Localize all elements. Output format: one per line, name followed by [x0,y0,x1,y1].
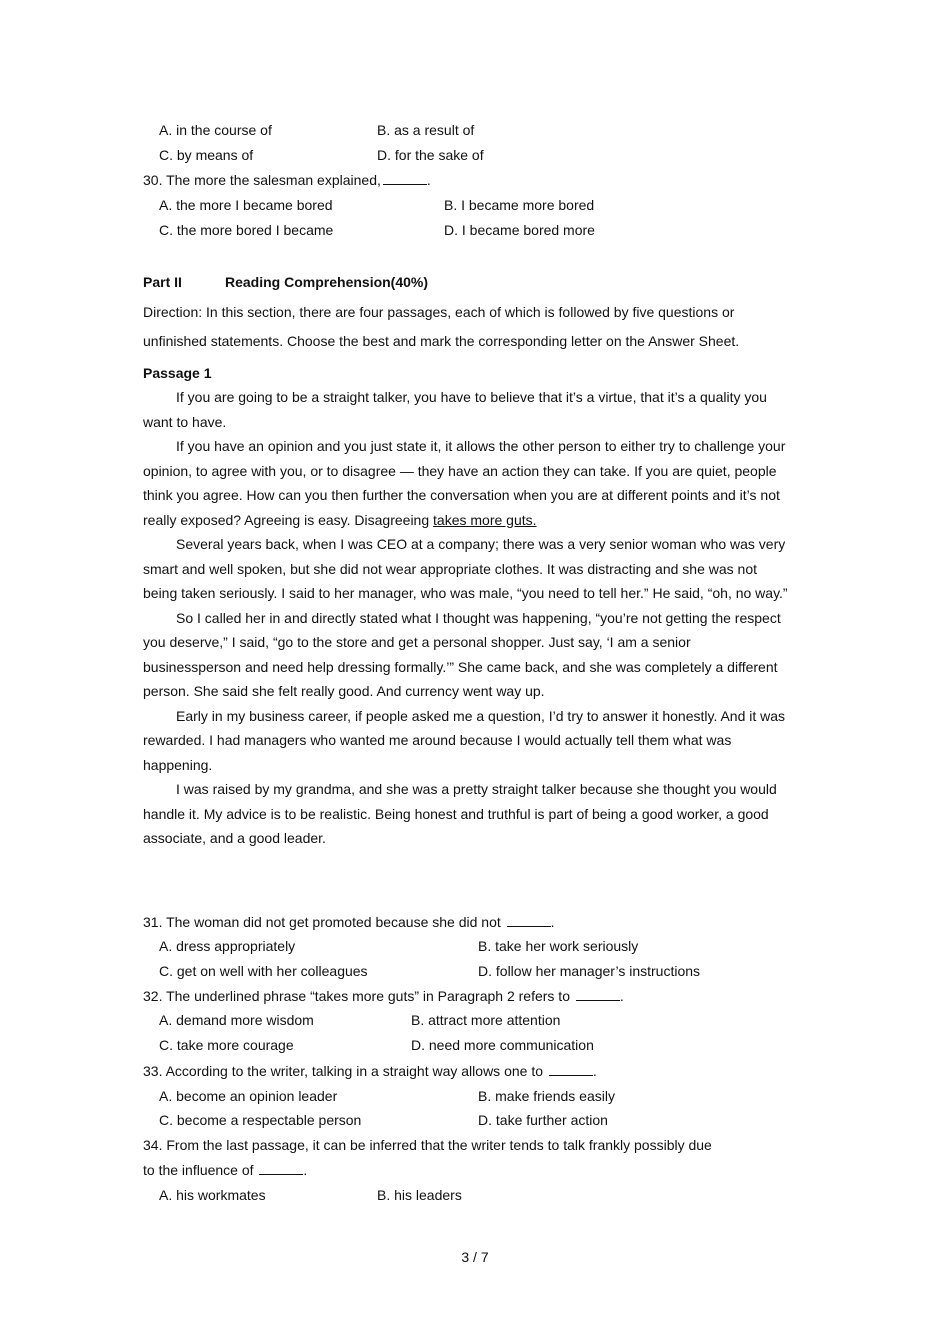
q33-option-d: D. take further action [478,1112,608,1128]
paragraph-2: If you have an opinion and you just state it, it allows the other person to either try to challenge your opinion, to agree with you, or to disagree — they have an action they can take. If you are quiet, people think you agree. How can you then further the conversation when you are at different points and it’s not really exposed? Agreeing is easy. Disagreeing takes more guts. [143,438,786,528]
paragraph-6: I was raised by my grandma, and she was a pretty straight talker because she thought you would handle it. My advice is to be realistic. Being honest and truthful is part of being a good worker, a good associate, and a good leader. [143,781,777,846]
q32-option-a: A. demand more wisdom [159,1012,314,1028]
passage-title: Passage 1 [143,365,212,381]
q29-option-c: C. by means of [159,147,254,163]
q33-option-a: A. become an opinion leader [159,1088,338,1104]
q34-stem-line-2: to the influence of . [143,1162,308,1178]
q34-option-a: A. his workmates [159,1187,266,1203]
q32-option-c: C. take more courage [159,1037,294,1053]
paragraph-1: If you are going to be a straight talker, you have to believe that it’s a virtue, that it’s a quality you want to have. [143,389,767,430]
direction-line-2: unfinished statements. Choose the best and mark the corresponding letter on the Answer Sheet. [143,333,740,349]
q29-option-b: B. as a result of [377,122,475,138]
q30-option-c: C. the more bored I became [159,222,334,238]
q32-option-b: B. attract more attention [411,1012,561,1028]
paragraph-4: So I called her in and directly stated what I thought was happening, “you’re not getting the respect you deserve,” I said, “go to the store and get a personal shopper. Just say, ‘I am a senior businessperson and need help dressing formally.’” She came back, and she was completely a different person. She said she felt really good. And currency went way up. [143,609,781,699]
q33-stem: 33. According to the writer, talking in a straight way allows one to . [143,1063,597,1079]
q31-option-a: A. dress appropriately [159,938,296,954]
q31-option-c: C. get on well with her colleagues [159,963,368,979]
q29-option-a: A. in the course of [159,122,272,138]
q30-option-d: D. I became bored more [444,222,595,238]
answer-blank [507,914,551,927]
paragraph-5: Early in my business career, if people asked me a question, I’d try to answer it honestly. And it was rewarded. I had managers who wanted me around because I would actually tell them what was happening. [143,707,786,773]
q31-option-b: B. take her work seriously [478,938,639,954]
q31-stem: 31. The woman did not get promoted because she did not . [143,914,555,930]
underlined-phrase: takes more guts. [433,511,537,528]
passage-body [143,385,788,851]
q33-option-b: B. make friends easily [478,1088,615,1104]
q33-option-c: C. become a respectable person [159,1112,362,1128]
q29-option-d: D. for the sake of [377,147,484,163]
q30-option-b: B. I became more bored [444,197,595,213]
q34-option-b: B. his leaders [377,1187,462,1203]
q30-option-a: A. the more I became bored [159,197,333,213]
answer-blank [549,1063,593,1076]
q31-option-d: D. follow her manager’s instructions [478,963,701,979]
q34-stem-line-1: 34. From the last passage, it can be inferred that the writer tends to talk frankly possibly due [143,1137,712,1153]
page-number: 3 / 7 [461,1249,489,1265]
paragraph-3: Several years back, when I was CEO at a company; there was a very senior woman who was very smart and well spoken, but she did not wear appropriate clothes. It was distracting and she was not being taken seriously. I said to her manager, who was male, “you need to tell her.” He said, “oh, no way.” [143,536,788,601]
answer-blank [576,988,620,1001]
part-title: Reading Comprehension(40%) [225,274,429,290]
answer-blank [383,172,427,185]
part-number: Part II [143,274,182,290]
answer-blank [259,1162,303,1175]
direction-line-1: Direction: In this section, there are four passages, each of which is followed by five questions or [143,304,735,320]
q32-stem: 32. The underlined phrase “takes more guts” in Paragraph 2 refers to . [143,988,624,1004]
q32-option-d: D. need more communication [411,1037,594,1053]
q30-stem: 30. The more the salesman explained, . [143,172,431,188]
